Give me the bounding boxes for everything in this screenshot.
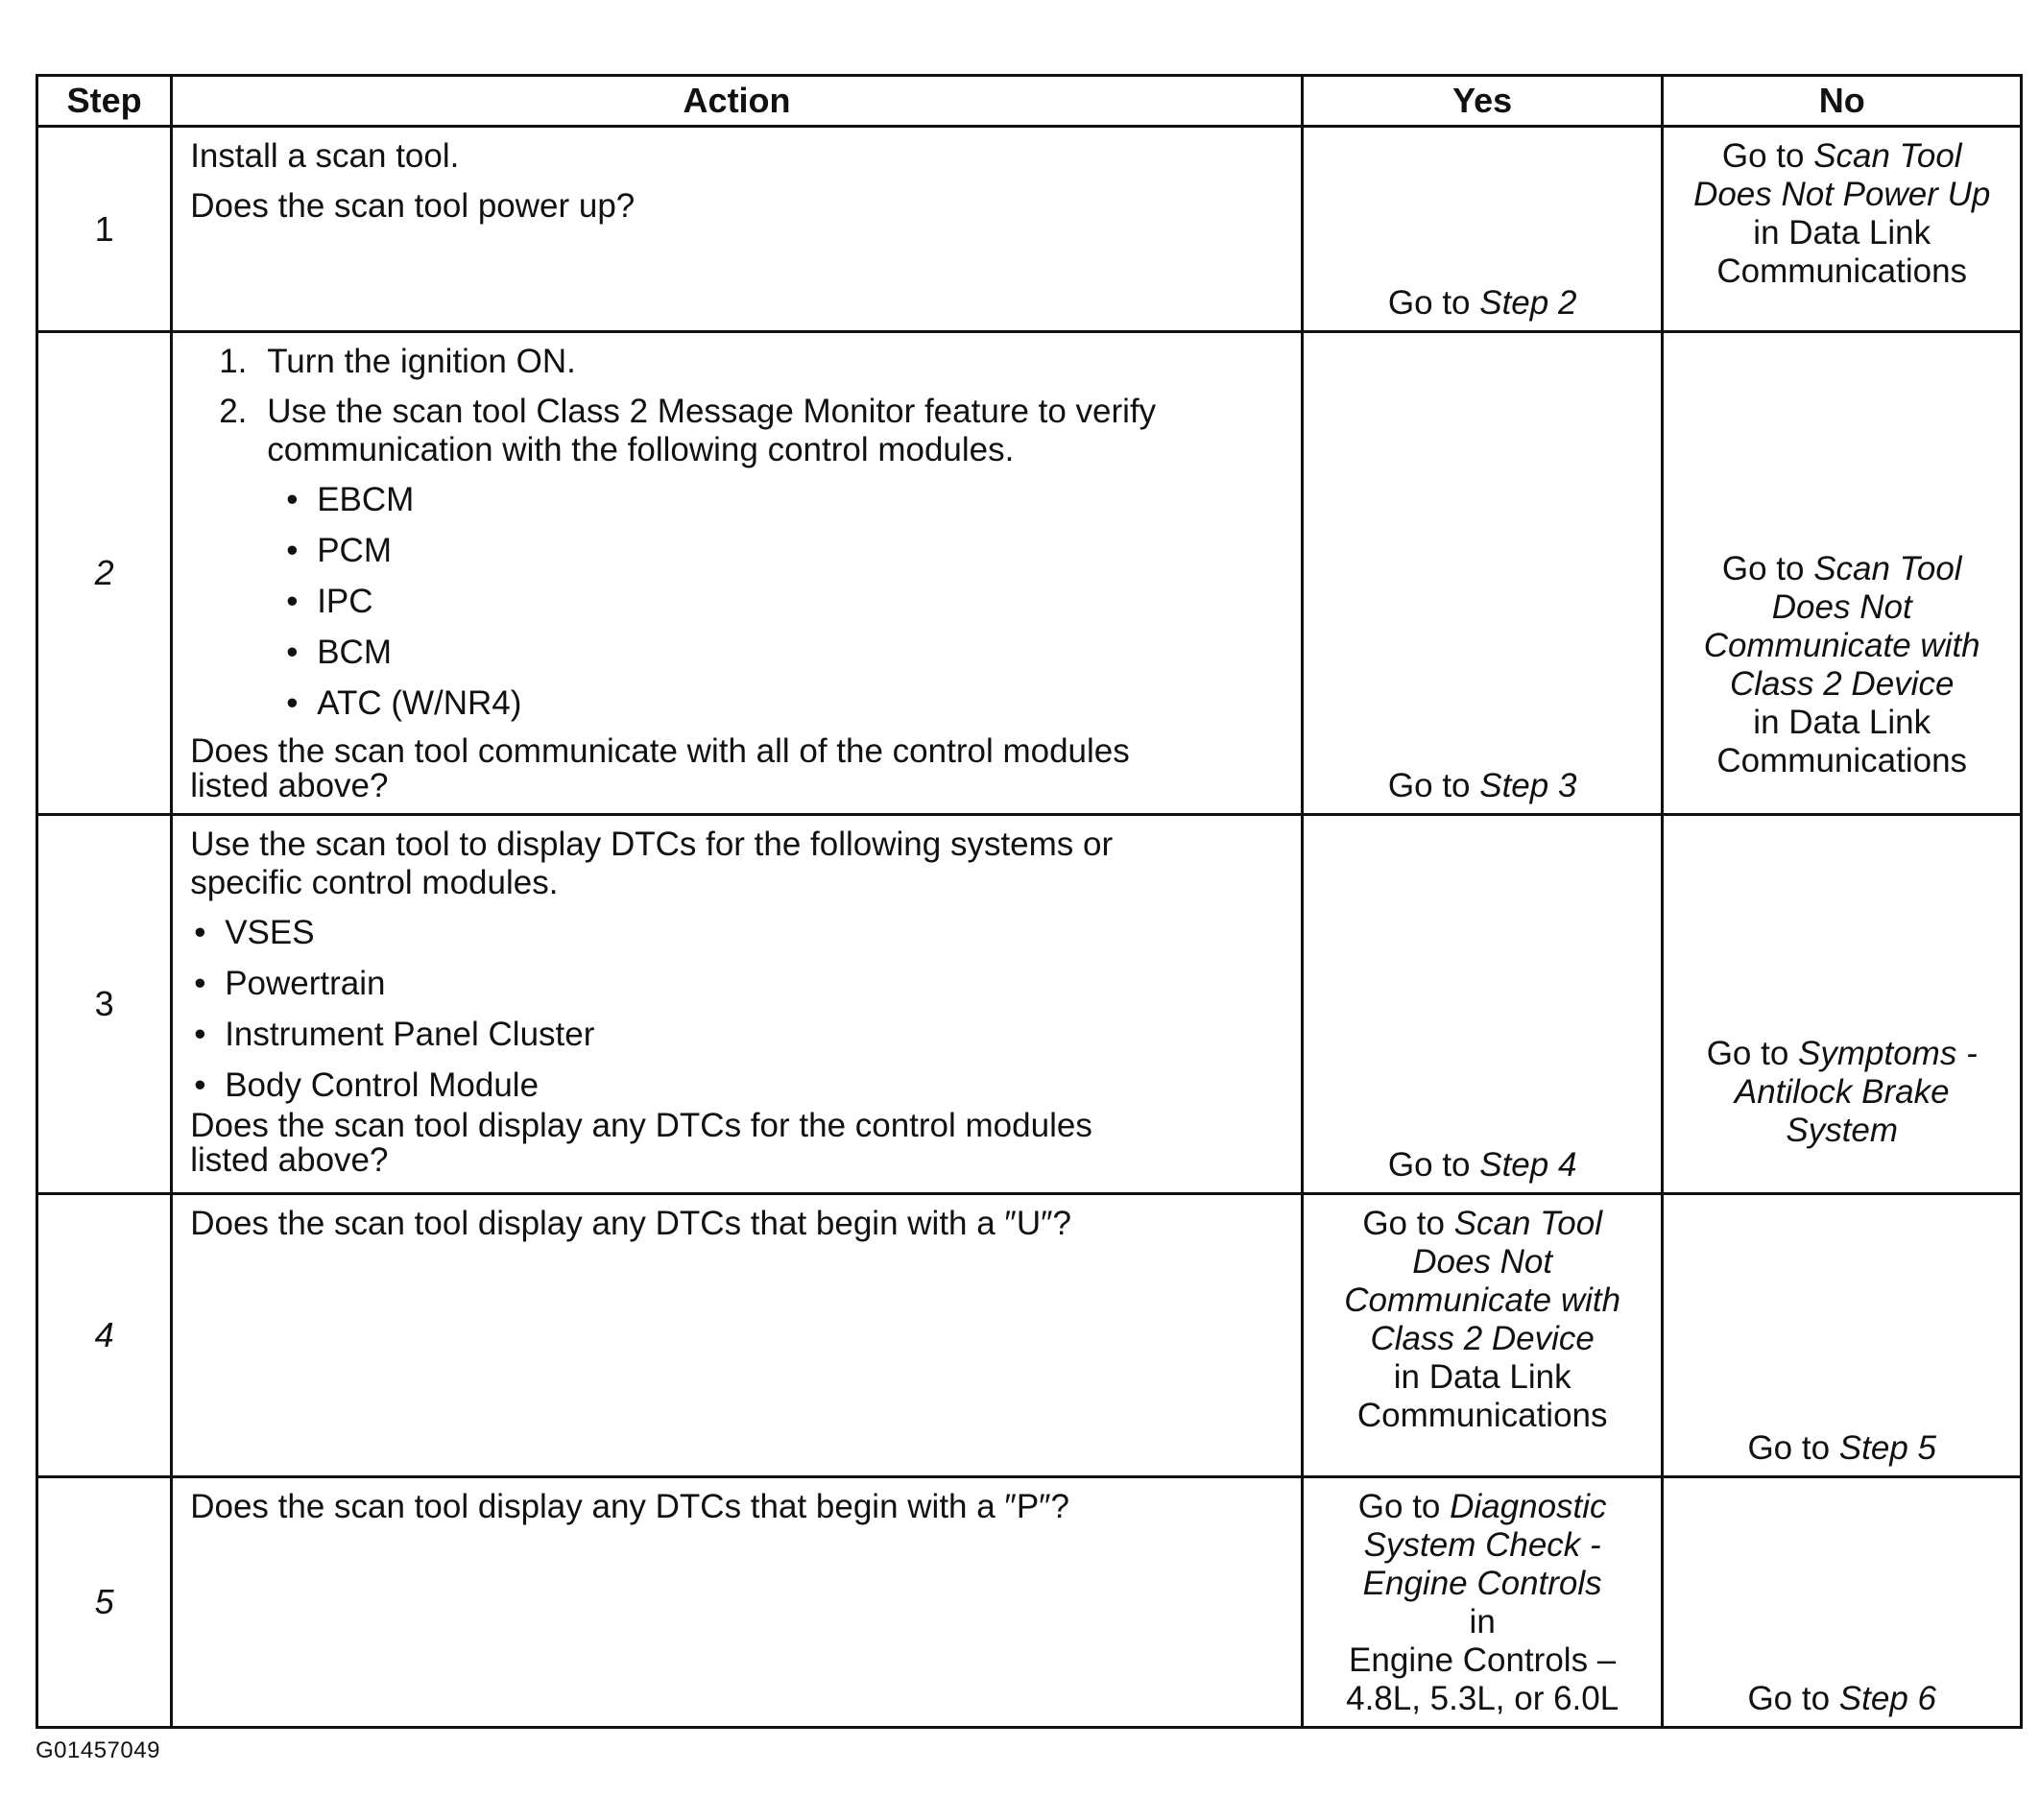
system-list [175, 914, 1285, 1105]
yes-text: in Data Link [1393, 1358, 1571, 1396]
table-row [37, 332, 2022, 815]
list-item [267, 481, 1285, 519]
action-text: specific control modules. [190, 864, 559, 901]
yes-link-text: Engine Controls [1362, 1565, 1602, 1602]
no-step-link: Step 5 [1838, 1429, 1936, 1467]
header-yes: Yes [1302, 76, 1663, 127]
no-text: in Data Link [1753, 704, 1931, 741]
no-link-text: System [1786, 1112, 1899, 1149]
no-link-text: Scan Tool [1813, 137, 1962, 175]
step-number: 5 [37, 1477, 172, 1728]
no-text: Communications [1716, 742, 1968, 779]
yes-link-text: System Check - [1363, 1526, 1601, 1564]
no-link-text: Antilock Brake [1734, 1073, 1950, 1111]
step-text: communication with the following control modules. [267, 431, 1015, 468]
list-item [267, 634, 1285, 672]
step-number: 3 [37, 815, 172, 1194]
table-row [37, 815, 2022, 1194]
diagnostic-table [36, 74, 2023, 1729]
yes-text: in [1469, 1603, 1496, 1640]
list-item [175, 1016, 1285, 1054]
bullet: • [286, 684, 299, 722]
step-index: 1. [219, 343, 248, 380]
no-link-text: Class 2 Device [1730, 665, 1955, 703]
list-item [267, 583, 1285, 621]
action-cell [172, 332, 1303, 815]
list-item [175, 965, 1285, 1003]
action-cell [172, 127, 1303, 332]
action-cell [172, 1477, 1303, 1728]
action-question: Does the scan tool display any DTCs for the control modules [190, 1107, 1092, 1144]
no-text: Communications [1716, 252, 1968, 290]
yes-cell [1302, 1477, 1663, 1728]
action-text: Use the scan tool to display DTCs for the following systems or [190, 826, 1114, 863]
yes-cell [1302, 1194, 1663, 1477]
action-question: Does the scan tool communicate with all of the control modules [190, 732, 1130, 770]
action-cell [172, 815, 1303, 1194]
no-prefix: Go to [1747, 1680, 1839, 1717]
list-item [219, 343, 1285, 381]
bullet: • [286, 481, 299, 518]
header-no: No [1663, 76, 2022, 127]
yes-prefix: Go to [1387, 767, 1480, 804]
step-number: 1 [37, 127, 172, 332]
bullet: • [194, 1016, 206, 1053]
no-cell [1663, 1477, 2022, 1728]
module-name: PCM [317, 532, 392, 569]
table-row [37, 1477, 2022, 1728]
action-question: listed above? [190, 767, 389, 804]
no-prefix: Go to [1706, 1035, 1799, 1072]
yes-prefix: Go to [1357, 1488, 1451, 1525]
module-name: ATC (W/NR4) [317, 684, 522, 722]
no-cell [1663, 1194, 2022, 1477]
action-question: listed above? [190, 1141, 389, 1179]
system-name: Body Control Module [225, 1066, 540, 1104]
no-link-text: Scan Tool [1813, 550, 1962, 587]
no-step-link: Step 6 [1838, 1680, 1936, 1717]
yes-text: 4.8L, 5.3L, or 6.0L [1346, 1680, 1619, 1717]
no-link-text: Does Not Power Up [1693, 176, 1991, 213]
bullet: • [286, 583, 299, 620]
yes-step-link: Step 4 [1479, 1146, 1577, 1184]
action-question: Does the scan tool display any DTCs that begin with a ″U″? [190, 1205, 1071, 1242]
list-item [175, 914, 1285, 952]
yes-cell [1302, 127, 1663, 332]
header-step: Step [37, 76, 172, 127]
bullet: • [194, 1066, 206, 1104]
action-question: Does the scan tool power up? [190, 187, 636, 225]
yes-text: Communications [1356, 1397, 1608, 1434]
yes-cell [1302, 332, 1663, 815]
yes-link-text: Scan Tool [1453, 1205, 1603, 1242]
system-name: VSES [225, 914, 315, 951]
numbered-steps [190, 343, 1285, 723]
list-item [219, 393, 1285, 723]
bullet: • [286, 634, 299, 671]
list-item [267, 684, 1285, 723]
step-number: 2 [37, 332, 172, 815]
figure-id: G01457049 [36, 1737, 160, 1763]
system-name: Powertrain [225, 965, 386, 1002]
list-item [175, 1066, 1285, 1105]
yes-step-link: Step 2 [1479, 284, 1577, 322]
step-text: Use the scan tool Class 2 Message Monitor feature to verify [267, 393, 1157, 430]
no-prefix: Go to [1747, 1429, 1839, 1467]
list-item [267, 532, 1285, 570]
step-index: 2. [219, 393, 248, 430]
yes-prefix: Go to [1362, 1205, 1454, 1242]
module-name: IPC [317, 583, 373, 620]
yes-link-text: Diagnostic [1450, 1488, 1607, 1525]
yes-prefix: Go to [1387, 284, 1480, 322]
table-row [37, 127, 2022, 332]
module-name: EBCM [317, 481, 415, 518]
module-name: BCM [317, 634, 392, 671]
yes-prefix: Go to [1387, 1146, 1480, 1184]
action-text: Install a scan tool. [190, 137, 460, 175]
action-question: Does the scan tool display any DTCs that begin with a ″P″? [190, 1488, 1070, 1525]
yes-step-link: Step 3 [1479, 767, 1577, 804]
no-cell [1663, 815, 2022, 1194]
step-number: 4 [37, 1194, 172, 1477]
action-cell [172, 1194, 1303, 1477]
bullet: • [194, 965, 206, 1002]
bullet: • [286, 532, 299, 569]
no-prefix: Go to [1721, 137, 1814, 175]
yes-link-text: Communicate with [1344, 1281, 1621, 1319]
no-link-text: Symptoms - [1798, 1035, 1978, 1072]
step-text: Turn the ignition ON. [267, 343, 576, 380]
bullet: • [194, 914, 206, 951]
no-text: in Data Link [1753, 214, 1931, 251]
module-list [267, 481, 1285, 723]
header-action: Action [172, 76, 1303, 127]
no-cell [1663, 127, 2022, 332]
no-link-text: Does Not [1771, 588, 1912, 626]
yes-link-text: Does Not [1412, 1243, 1553, 1281]
header-row [37, 76, 2022, 127]
no-prefix: Go to [1721, 550, 1814, 587]
system-name: Instrument Panel Cluster [225, 1016, 595, 1053]
yes-cell [1302, 815, 1663, 1194]
no-link-text: Communicate with [1703, 627, 1980, 664]
yes-text: Engine Controls – [1349, 1641, 1617, 1679]
no-cell [1663, 332, 2022, 815]
table-row [37, 1194, 2022, 1477]
yes-link-text: Class 2 Device [1370, 1320, 1595, 1357]
